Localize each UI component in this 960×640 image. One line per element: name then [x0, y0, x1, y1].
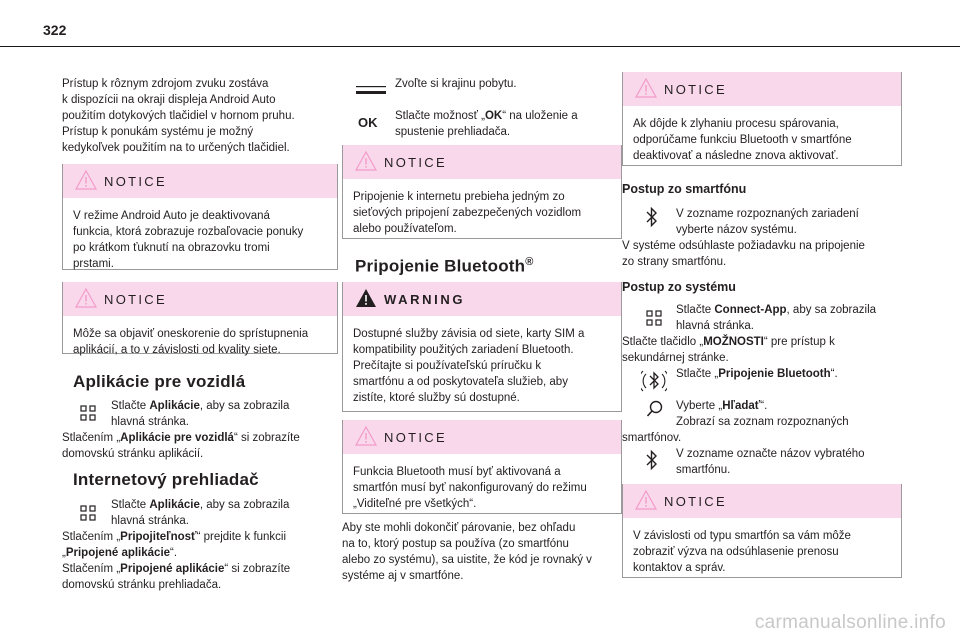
page-number: 322: [43, 22, 67, 38]
heading-internet-browser: Internetový prehliadač: [73, 470, 259, 489]
text: “ si zobrazíte: [224, 563, 291, 575]
notice-line: zobraziť výzva na odsúhlasenie prenosu: [633, 546, 839, 558]
intro-line: Prístup k ponukám systému je možný: [62, 126, 254, 138]
caution-triangle-icon: [75, 170, 97, 190]
notice-line: kontaktov a správ.: [633, 562, 726, 574]
text-bold: Aplikácie: [149, 400, 200, 412]
intro-line: k dispozícii na okraji displeja Android Auto: [62, 94, 276, 106]
text: Aby ste mohli dokončiť párovanie, bez ohľadu: [342, 522, 576, 534]
notice-box-internet: [342, 145, 622, 239]
notice-header: [63, 282, 337, 316]
text: Stlačením „: [62, 432, 121, 444]
text: V zozname rozpoznaných zariadení: [676, 208, 859, 220]
notice-body: [343, 454, 621, 522]
text-bold: Aplikácie: [149, 499, 200, 511]
text: smartfónu.: [676, 464, 731, 476]
text: “.: [830, 368, 838, 380]
text: hlavná stránka.: [111, 416, 189, 428]
notice-line: aplikácií, a to v závislosti od kvality siete.: [73, 344, 281, 356]
col1-intro: [62, 76, 338, 156]
notice-body: [343, 179, 621, 247]
text: “.: [170, 547, 178, 559]
caution-triangle-icon: [355, 426, 377, 446]
warning-line: Prečítajte si používateľskú príručku k: [353, 360, 542, 372]
bluetooth-signal-icon: [641, 368, 667, 394]
notice-body: [623, 518, 901, 586]
text: zo strany smartfónu.: [622, 256, 727, 268]
browser-desc: [62, 529, 342, 593]
text-bold: Pripojené aplikácie: [120, 563, 225, 575]
text: spustenie prehliadača.: [395, 126, 511, 138]
warning-box-services: [342, 282, 622, 412]
from-phone-desc: [622, 238, 907, 270]
notice-line: funkcia, ktorá zobrazuje rozbaľovacie ponuky: [73, 226, 304, 238]
text: alebo zo systému), sa uistite, že kód je rovnaký v: [342, 554, 592, 566]
warning-line: Dostupné služby závisia od siete, karty SIM a: [353, 328, 585, 340]
text: Vyberte „: [676, 400, 723, 412]
text-bold: Connect-App: [714, 304, 787, 316]
warning-body: [343, 316, 621, 416]
text: na to, ktorý postup sa používa (zo smartfónu: [342, 538, 569, 550]
heading-vehicle-apps: Aplikácie pre vozidlá: [73, 372, 246, 391]
text: Stlačte: [111, 499, 150, 511]
text: “ si zobrazíte: [233, 432, 300, 444]
notice-header: [343, 420, 621, 454]
notice-title: NOTICE: [664, 82, 727, 97]
intro-line: Prístup k rôznym zdrojom zvuku zostáva: [62, 78, 269, 90]
text: “ prejdite k funkcii: [196, 531, 287, 543]
notice-header: [623, 72, 901, 106]
text: “ na uloženie a: [502, 110, 578, 122]
text: Stlačte tlačidlo „: [622, 336, 704, 348]
system-step-search: [676, 398, 901, 430]
text: Stlačte „: [676, 368, 719, 380]
heading-from-smartphone: Postup zo smartfónu: [622, 182, 747, 196]
system-step-search-cont: smartfónov.: [622, 432, 682, 444]
system-step-bluetooth: [676, 366, 901, 382]
apps-desc: [62, 430, 342, 462]
caution-triangle-icon: [635, 490, 657, 510]
warning-triangle-icon: [355, 288, 377, 308]
apps-grid-icon: [80, 405, 96, 421]
notice-line: alebo používateľom.: [353, 223, 457, 235]
notice-line: Funkcia Bluetooth musí byť aktivovaná a: [353, 466, 561, 478]
text-bold: OK: [484, 110, 503, 122]
text: “ pre prístup k: [763, 336, 835, 348]
text: systéme aj v smartfóne.: [342, 570, 464, 582]
notice-line: V závislosti od typu smartfón sa vám môže: [633, 530, 851, 542]
text: , aby sa zobrazila: [786, 304, 877, 316]
system-step-select-phone: [676, 446, 901, 478]
text: Stlačením „: [62, 531, 121, 543]
text: Stlačte: [676, 304, 715, 316]
intro-line: kedykoľvek použitím na to určených tlačidiel.: [62, 142, 290, 154]
notice-title: NOTICE: [104, 174, 167, 189]
system-step-options: [622, 334, 907, 366]
notice-title: NOTICE: [384, 155, 447, 170]
top-rule: [0, 46, 960, 47]
text-bold: MOŽNOSTI: [703, 336, 764, 348]
text: V zozname označte názov vybratého: [676, 448, 865, 460]
browser-step: [111, 497, 341, 529]
text-bold: Hľadať: [722, 400, 761, 412]
heading-bluetooth: [355, 256, 534, 277]
intro-line: použitím dotykových tlačidiel v hornom pruhu.: [62, 110, 295, 122]
notice-line: sieťových pripojení zabezpečených vozidlom: [353, 207, 582, 219]
notice-box-android-auto: [62, 164, 338, 270]
notice-title: NOTICE: [384, 430, 447, 445]
text: domovskú stránku prehliadača.: [62, 579, 222, 591]
warning-line: zistíte, ktoré služby sú dostupné.: [353, 392, 520, 404]
ok-step: [395, 108, 620, 140]
ok-icon: OK: [358, 115, 378, 130]
text-bold: Aplikácie pre vozidlá: [120, 432, 234, 444]
watermark-footer: carmanualsonline.info: [754, 612, 946, 633]
notice-line: smartfón musí byť nakonfigurovaný do režimu: [353, 482, 587, 494]
text: domovskú stránku aplikácií.: [62, 448, 204, 460]
caution-triangle-icon: [75, 288, 97, 308]
notice-title: NOTICE: [104, 292, 167, 307]
notice-body: [623, 106, 901, 174]
notice-header: [623, 484, 901, 518]
text-bold: Pripojené aplikácie: [65, 547, 171, 559]
select-country-text: Zvoľte si krajinu pobytu.: [395, 78, 517, 90]
text: V systéme odsúhlaste požiadavku na pripojenie: [622, 240, 865, 252]
notice-line: odporúčame funkciu Bluetooth v smartfóne: [633, 134, 852, 146]
notice-line: „Viditeľné pre všetkých“.: [353, 498, 477, 510]
notice-line: deaktivovať a následne znova aktivovať.: [633, 150, 839, 162]
bluetooth-icon: [646, 206, 658, 228]
text: , aby sa zobrazila: [199, 499, 290, 511]
apps-step: [111, 398, 341, 430]
notice-line: Môže sa objaviť oneskorenie do sprístupnenia: [73, 328, 309, 340]
notice-line: Ak dôjde k zlyhaniu procesu spárovania,: [633, 118, 839, 130]
apps-grid-icon: [646, 310, 662, 326]
notice-line: po krátkom ťuknutí na obrazovku tromi: [73, 242, 270, 254]
heading-from-system: Postup zo systému: [622, 280, 736, 294]
notice-title: NOTICE: [664, 494, 727, 509]
notice-header: [343, 145, 621, 179]
text: Zobrazí sa zoznam rozpoznaných: [676, 416, 849, 428]
warning-header: [343, 282, 621, 316]
notice-box-contacts: [622, 484, 902, 578]
notice-box-bluetooth: [342, 420, 622, 514]
notice-line: Pripojenie k internetu prebieha jedným zo: [353, 191, 565, 203]
caution-triangle-icon: [635, 78, 657, 98]
pairing-closing: [342, 520, 627, 584]
text: “.: [760, 400, 768, 412]
text: Stlačte možnosť „: [395, 110, 485, 122]
from-phone-step: [676, 206, 896, 238]
notice-line: prstami.: [73, 258, 114, 270]
text: Stlačte: [111, 400, 150, 412]
notice-header: [63, 164, 337, 198]
warning-line: smartfónu a od poskytovateľa služieb, aby: [353, 376, 568, 388]
text: Stlačením „: [62, 563, 121, 575]
bluetooth-icon: [646, 449, 658, 471]
text: sekundárnej stránke.: [622, 352, 729, 364]
search-icon: [646, 400, 664, 418]
system-step-connect-app: [676, 302, 901, 334]
text: vyberte názov systému.: [676, 224, 797, 236]
notice-box-pairing-failure: [622, 72, 902, 166]
notice-body: [63, 316, 337, 368]
notice-body: [63, 198, 337, 282]
text: hlavná stránka.: [111, 515, 189, 527]
notice-line: V režime Android Auto je deaktivovaná: [73, 210, 270, 222]
text-bold: Pripojenie Bluetooth: [718, 368, 831, 380]
warning-line: kompatibility použitých zariadení Bluetooth.: [353, 344, 574, 356]
country-bar-icon: [356, 86, 386, 94]
caution-triangle-icon: [355, 151, 377, 171]
text: Pripojenie Bluetooth: [355, 256, 526, 276]
text-bold: Pripojiteľnosť: [120, 531, 197, 543]
apps-grid-icon: [80, 505, 96, 521]
warning-title: WARNING: [384, 292, 466, 307]
text: , aby sa zobrazila: [199, 400, 290, 412]
text: hlavná stránka.: [676, 320, 754, 332]
text: „: [62, 547, 66, 559]
notice-box-delay: [62, 282, 338, 354]
registered-mark: ®: [525, 256, 534, 268]
